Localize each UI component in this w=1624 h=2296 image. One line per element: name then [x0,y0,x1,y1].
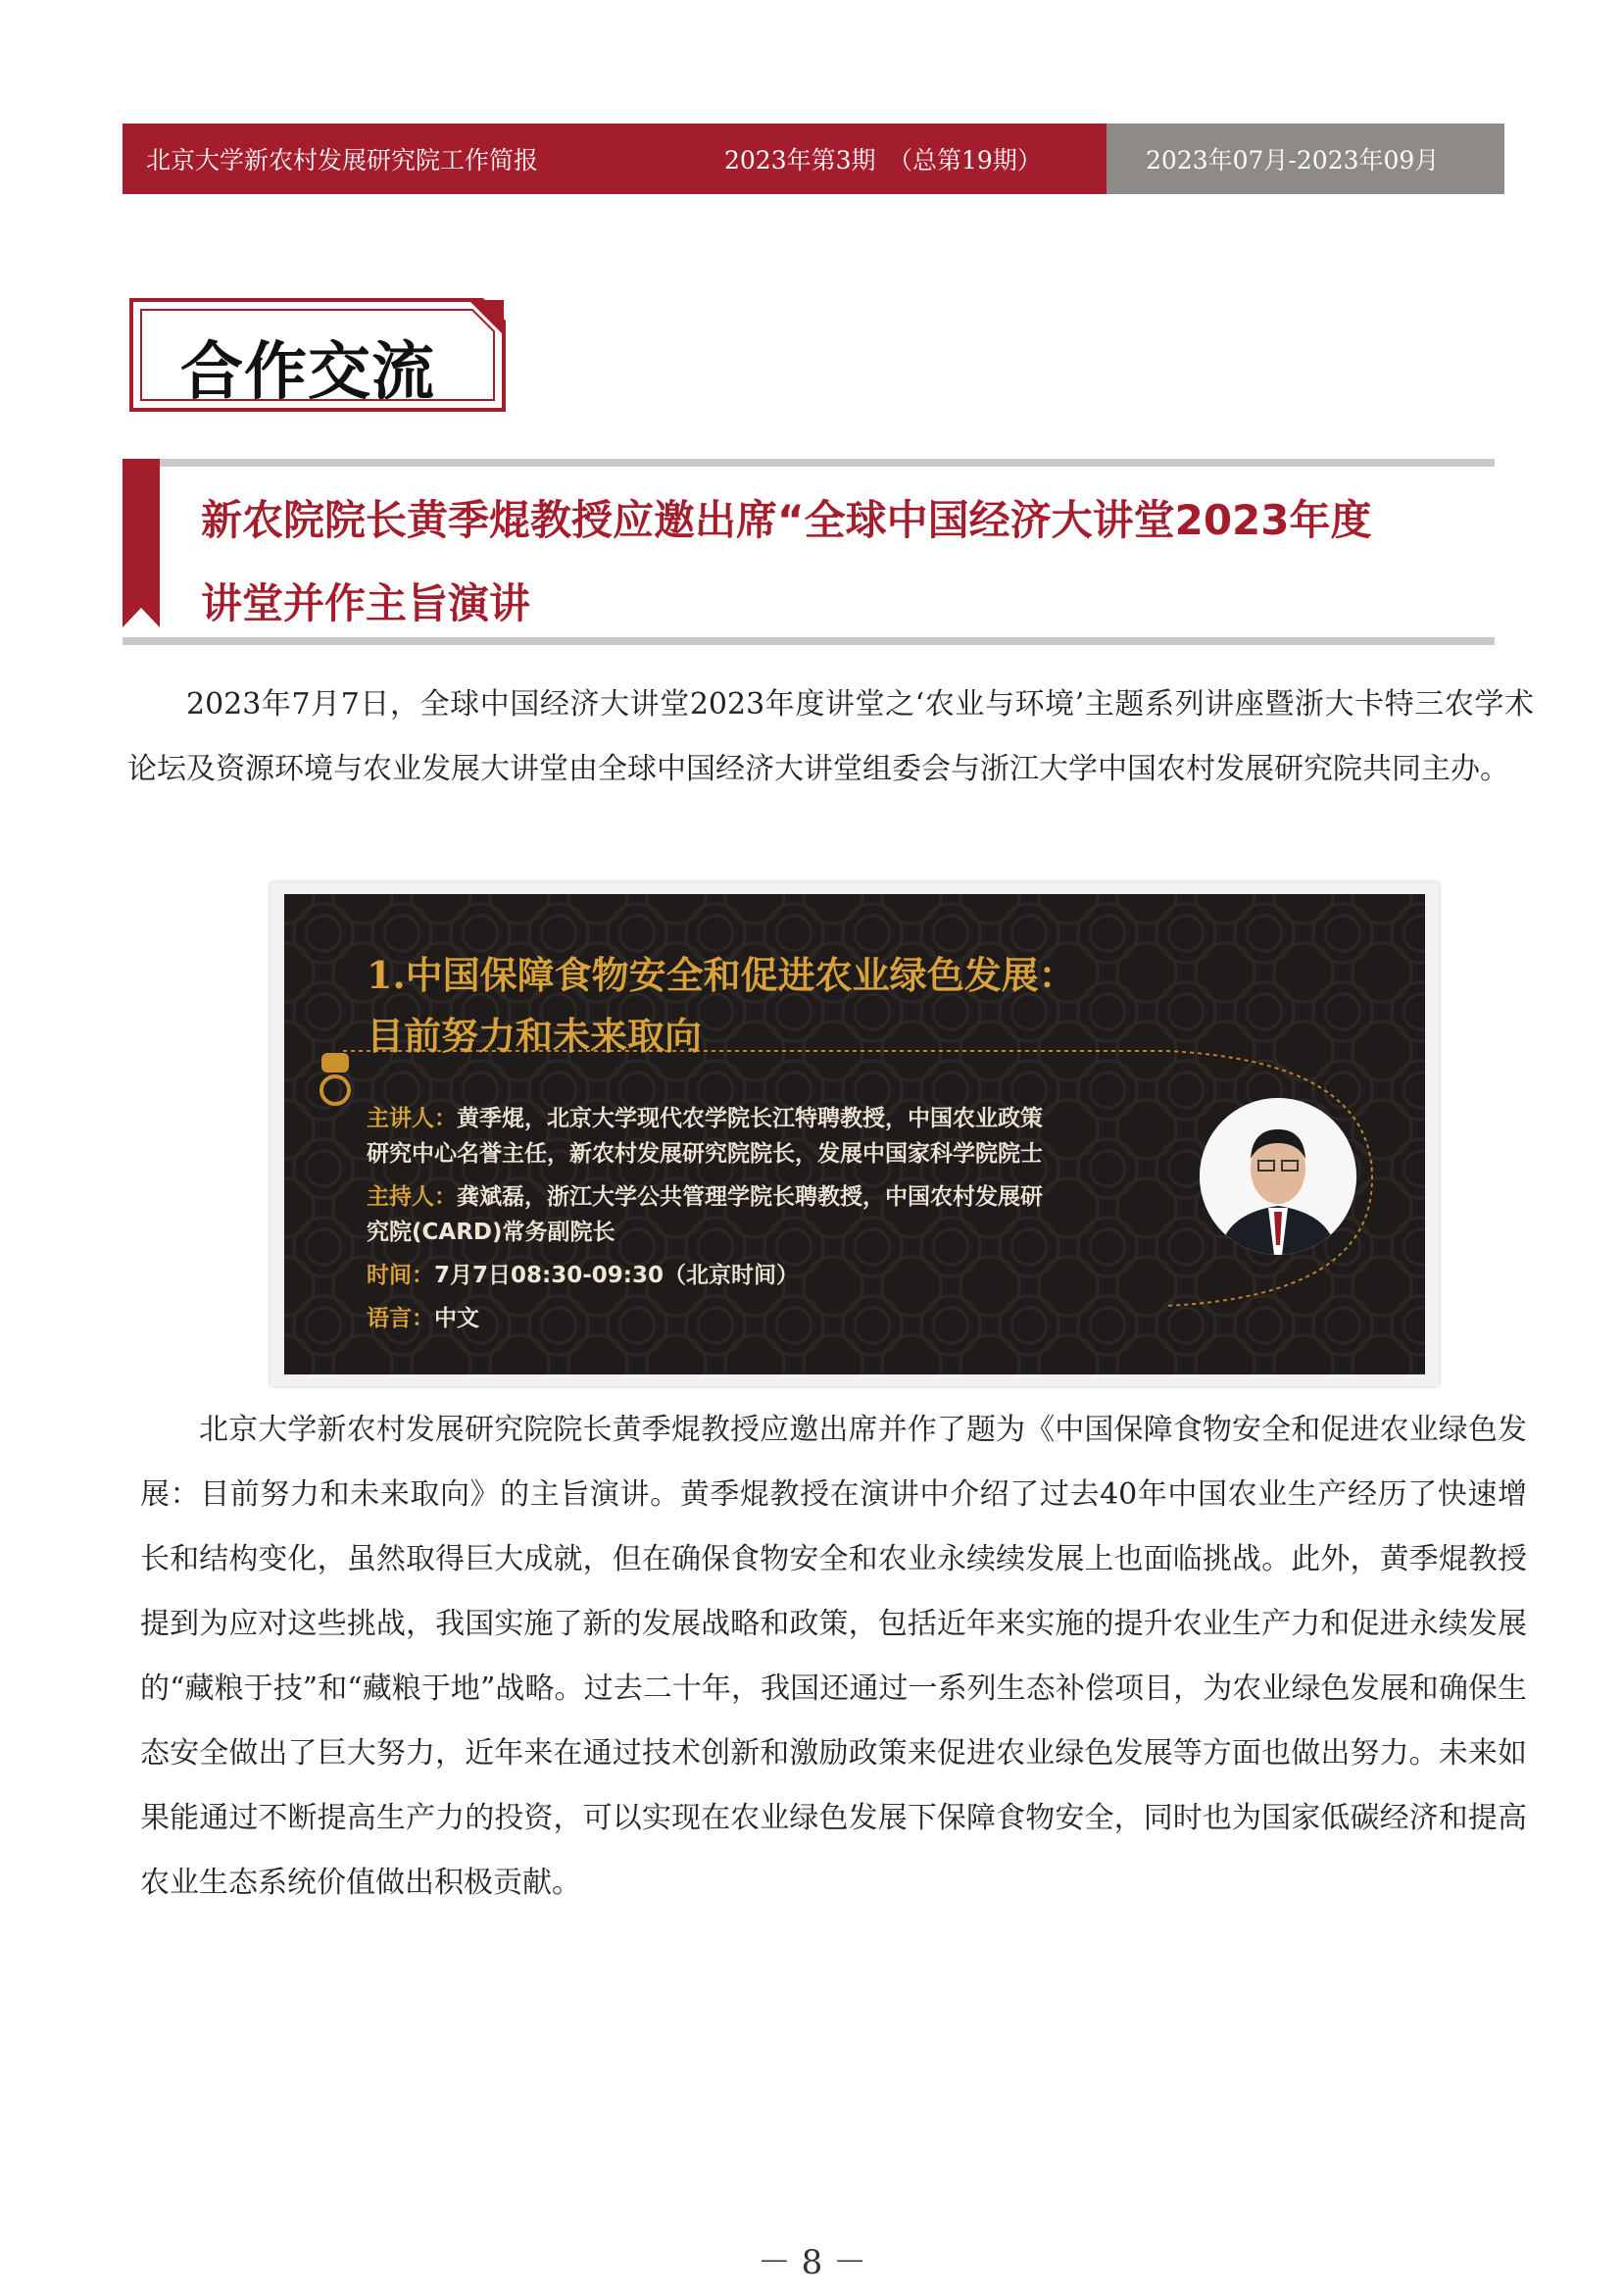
host-text-1: 龚斌磊，浙江大学公共管理学院长聘教授，中国农村发展研 [457,1184,1043,1210]
header-org: 北京大学新农村发展研究院工作简报 [146,146,539,175]
slide-background [284,894,1425,1374]
language-value: 中文 [434,1306,479,1331]
slide-speaker-line-1 [367,1100,1043,1132]
portrait-person-icon [1200,1098,1356,1255]
time-value: 7月7日08:30-09:30（北京时间） [434,1263,799,1288]
header-period: 2023年07月-2023年09月 [1107,124,1504,194]
speaker-portrait [1200,1098,1356,1255]
time-key: 时间： [367,1263,434,1288]
article-title-line-1: 新农院院长黄季焜教授应邀出席“全球中国经济大讲堂2023年度 [201,496,1372,544]
slide-title-line-2: 目前努力和未来取向 [367,1014,703,1058]
section-label: 合作交流 [180,336,435,409]
slide-host-line-1 [367,1178,1043,1211]
language-key: 语言： [367,1306,434,1331]
lecture-slide-image [271,882,1439,1386]
speaker-key: 主讲人： [367,1106,457,1131]
article-title-block [123,459,1495,645]
section-tag [129,298,506,412]
slide-time-line [367,1257,799,1289]
slide-title-line-1: 1.中国保障食物安全和促进农业绿色发展： [367,953,1076,997]
slide-host-line-2: 究院(CARD)常务副院长 [367,1220,615,1245]
door-knocker-icon [318,1051,353,1110]
article-paragraph-2: 北京大学新农村发展研究院院长黄季焜教授应邀出席并作了题为《中国保障食物安全和促进农业绿色发展：目前努力和未来取向》的主旨演讲。黄季焜教授在演讲中介绍了过去40年中国农业生产经历了快速增长和结构变化，虽然取得巨大成就，但在确保食物安全和农业永续续发展上也面临挑战。此外，黄季焜教授提到为应对这些挑战，我国实施了新的发展战略和政策，包括近年来实施的提升农业生产力和促进永续发展的“藏粮于技”和“藏粮于地”战略。过去二十年，我国还通过一系列生态补偿项目，为农业绿色发展和确保生态安全做出了巨大努力，近年来在通过技术创新和激励政策来促进农业绿色发展等方面也做出努力。未来如果能通过不断提高生产力的投资，可以实现在农业绿色发展下保障食物安全，同时也为国家低碳经济和提高农业生态系统价值做出积极贡献。 [140,1413,1527,1900]
host-key: 主持人： [367,1184,457,1210]
slide-language-line [367,1300,479,1332]
article-title-line-2: 讲堂并作主旨演讲 [201,579,531,627]
slide-speaker-line-2: 研究中心名誉主任，新农村发展研究院院长，发展中国家科学院院士 [367,1141,1043,1167]
article-paragraph-1: 2023年7月7日，全球中国经济大讲堂2023年度讲堂之‘农业与环境’主题系列讲座暨浙大卡特三农学术论坛及资源环境与农业发展大讲堂由全球中国经济大讲堂组委会与浙江大学中国农村发展研究院共同主办。 [127,687,1534,786]
header-issue: 2023年第3期 （总第19期） [724,146,1042,175]
page-number: － 8 － [757,2243,867,2282]
header-red-band [123,124,1107,194]
speaker-text-1: 黄季焜，北京大学现代农学院长江特聘教授，中国农业政策 [457,1106,1043,1131]
page-header [123,124,1504,194]
